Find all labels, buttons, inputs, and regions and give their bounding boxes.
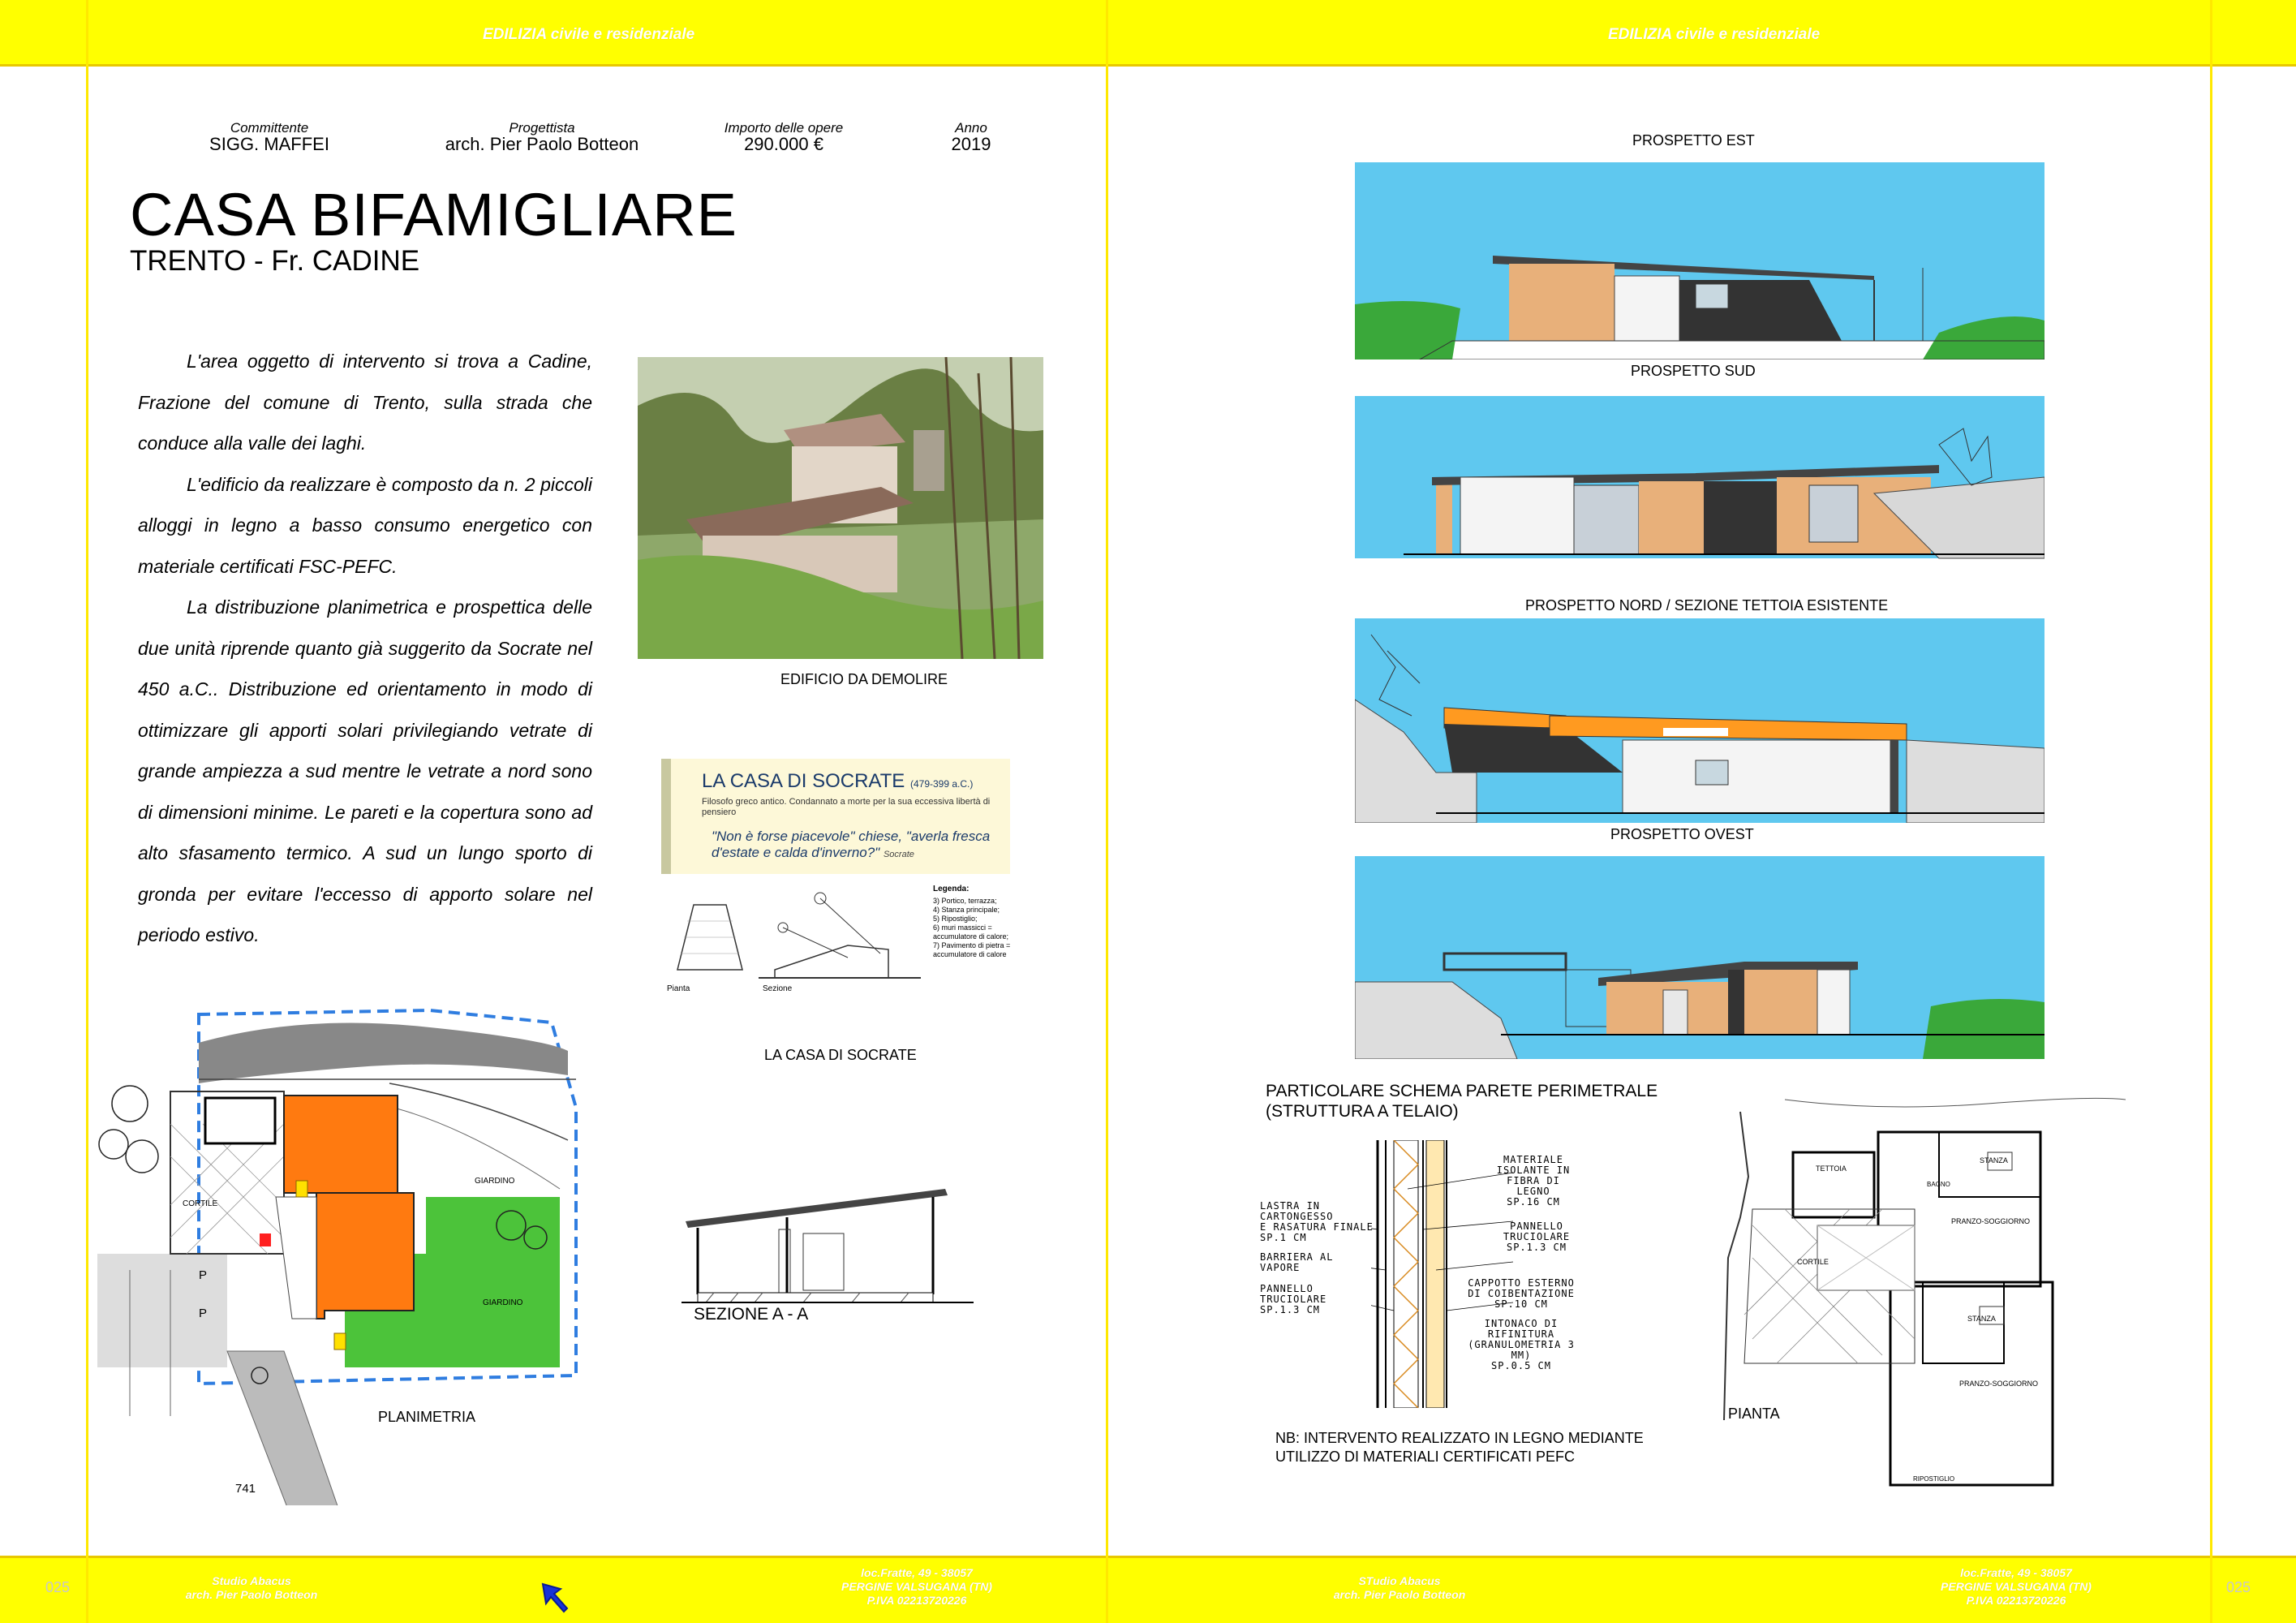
importo-value: 290.000 € — [744, 134, 823, 154]
legend-item: 6) muri massicci = accumulatore di calore; — [933, 923, 1009, 941]
wall-label-line: MATERIALE — [1503, 1154, 1564, 1165]
wall-label-barriera — [1260, 1252, 1333, 1273]
lot-number: 741 — [235, 1482, 256, 1496]
wall-label-line: SP.0.5 CM — [1490, 1360, 1552, 1371]
wall-label-line: CARTONGESSO — [1260, 1211, 1334, 1222]
footer-address-city: PERGINE VALSUGANA (TN) — [841, 1580, 992, 1593]
wall-label-line: PANNELLO — [1260, 1283, 1314, 1294]
site-plan-drawing — [97, 994, 617, 1505]
wall-label-line: TRUCIOLARE — [1260, 1294, 1327, 1305]
description-paragraph: L'edificio da realizzare è composto da n. 2 piccoli alloggi in legno a basso consumo energetico con materiale certificati FSC-PEFC. — [138, 473, 592, 577]
wall-label-intonaco — [1460, 1319, 1582, 1371]
elevation-est-drawing — [1355, 162, 2044, 359]
footer-studio-name: Studio Abacus — [212, 1574, 291, 1587]
socrate-sezione-label: Sezione — [763, 984, 793, 993]
floor-plan-drawing — [1720, 1096, 2126, 1501]
description-paragraph: L'area oggetto di intervento si trova a Cadine, Frazione del comune di Trento, sulla strada che conduce alla valle dei laghi. — [138, 351, 592, 454]
description-text — [138, 341, 592, 956]
wall-label-line: DI COIBENTAZIONE — [1468, 1288, 1575, 1299]
cursor-arrow-icon — [540, 1581, 570, 1613]
elevation-sud-drawing — [1355, 396, 2044, 575]
wall-label-line: INTONACO DI — [1484, 1318, 1559, 1329]
wall-label-truciolare-int — [1260, 1284, 1326, 1315]
page-number-right: 025 — [2226, 1579, 2251, 1595]
margin-line-center — [1106, 0, 1108, 1623]
footer-address-vat: P.IVA 02213720226 — [866, 1594, 967, 1607]
header-right-text: EDILIZIA civile e residenziale — [1608, 26, 1821, 43]
footer-studio-name: STudio Abacus — [1358, 1574, 1441, 1587]
footer-studio-architect: arch. Pier Paolo Botteon — [1333, 1588, 1466, 1601]
section-aa-drawing — [681, 1173, 974, 1311]
socrate-quote-text: "Non è forse piacevole" chiese, "averla fresca d'estate e calda d'inverno?" — [712, 829, 991, 860]
wall-label-line: ISOLANTE IN — [1496, 1165, 1571, 1176]
committente-label: Committente — [230, 120, 309, 136]
footer-address-right — [1919, 1566, 2113, 1608]
wall-label-line: PANNELLO — [1510, 1220, 1563, 1232]
wall-label-line: SP.16 CM — [1507, 1196, 1560, 1208]
wall-label-line: LASTRA IN — [1260, 1200, 1321, 1212]
footer-address-street: loc.Fratte, 49 - 38057 — [861, 1566, 973, 1579]
wall-label-line: TRUCIOLARE — [1503, 1231, 1571, 1242]
pianta-label-stanza: STANZA — [1967, 1315, 1996, 1323]
wall-label-line: SP.1.3 CM — [1260, 1304, 1321, 1315]
header-band — [0, 0, 2296, 67]
pianta-label-tettoia: TETTOIA — [1816, 1165, 1847, 1173]
wall-label-line: (GRANULOMETRIA 3 — [1468, 1339, 1575, 1350]
wall-label-line: BARRIERA AL — [1260, 1251, 1334, 1263]
footer-studio-left — [154, 1574, 349, 1602]
wall-label-line: CAPPOTTO ESTERNO — [1468, 1277, 1575, 1289]
wall-label-line: SP.1 CM — [1260, 1232, 1307, 1243]
socrate-description: Filosofo greco antico. Condannato a morte per la sua eccessiva libertà di pensiero — [702, 797, 991, 817]
elevation-nord-drawing — [1355, 618, 2044, 823]
anno-label: Anno — [955, 120, 987, 136]
margin-line-right — [2210, 0, 2212, 1623]
pianta-label-bagno: BAGNO — [1927, 1181, 1950, 1188]
caption-casa-socrate: LA CASA DI SOCRATE — [764, 1047, 917, 1063]
wall-label-line: LEGNO — [1516, 1186, 1550, 1197]
wall-label-line: VAPORE — [1260, 1262, 1301, 1273]
pianta-label-stanza: STANZA — [1980, 1156, 2008, 1165]
caption-planimetria: PLANIMETRIA — [378, 1409, 476, 1425]
wall-label-cartongesso — [1260, 1201, 1374, 1243]
socrate-legend — [933, 885, 1022, 959]
legend-item: 7) Pavimento di pietra = accumulatore di calore — [933, 941, 1011, 958]
socrate-author: Socrate — [883, 850, 914, 859]
wall-label-line: RIFINITURA — [1487, 1328, 1555, 1340]
caption-sezione-aa: SEZIONE A - A — [694, 1305, 809, 1324]
progettista-value: arch. Pier Paolo Botteon — [445, 134, 639, 154]
plan-label-parking: P — [199, 1268, 208, 1282]
description-paragraph: La distribuzione planimetrica e prospettica delle due unità riprende quanto già suggerito da Socrate nel 450 a.C.. Distribuzione ed orientamento in modo di ottimizzare gli apporti solari privilegiando vetrate di grande ampiezza a sud mentre le vetrate a nord sono di dimensioni minime. Le pareti e la copertura sono ad alto sfasamento termico. A sud un lungo sporto di gronda per evitare l'eccesso di apporto solare nel periodo estivo. — [138, 596, 592, 945]
caption-particolare-1: PARTICOLARE SCHEMA PARETE PERIMETRALE — [1266, 1082, 1658, 1100]
progettista-label: Progettista — [509, 120, 575, 136]
pianta-label-cortile: CORTILE — [1797, 1258, 1829, 1266]
wall-label-truciolare-ext — [1491, 1221, 1582, 1253]
committente-value: SIGG. MAFFEI — [209, 134, 329, 154]
footer-studio-right — [1302, 1574, 1497, 1602]
caption-prospetto-ovest: PROSPETTO OVEST — [1610, 826, 1754, 842]
caption-particolare-2: (STRUTTURA A TELAIO) — [1266, 1102, 1459, 1121]
nb-note-line-2: UTILIZZO DI MATERIALI CERTIFICATI PEFC — [1275, 1449, 1576, 1465]
legend-item: 5) Ripostiglio; — [933, 915, 978, 923]
caption-prospetto-nord: PROSPETTO NORD / SEZIONE TETTOIA ESISTENTE — [1525, 597, 1889, 613]
importo-label: Importo delle opere — [724, 120, 844, 136]
legend-title: Legenda: — [933, 885, 970, 893]
socrate-pianta-label: Pianta — [667, 984, 690, 993]
page-title: CASA BIFAMIGLIARE — [130, 181, 738, 248]
elevation-ovest-drawing — [1355, 856, 2044, 1059]
wall-label-line: SP.10 CM — [1494, 1298, 1548, 1310]
caption-prospetto-est: PROSPETTO EST — [1632, 132, 1755, 149]
header-left-text: EDILIZIA civile e residenziale — [483, 26, 695, 43]
anno-value: 2019 — [951, 134, 991, 154]
legend-item: 3) Portico, terrazza; — [933, 897, 997, 905]
nb-note-line-1: NB: INTERVENTO REALIZZATO IN LEGNO MEDIANTE — [1275, 1430, 1644, 1446]
wall-label-isolante — [1485, 1155, 1582, 1208]
pianta-label-pranzo: PRANZO-SOGGIORNO — [1951, 1217, 2031, 1225]
footer-address-vat: P.IVA 02213720226 — [1966, 1594, 2066, 1607]
page-number-left: 025 — [45, 1579, 71, 1595]
plan-label-parking: P — [199, 1307, 208, 1320]
caption-pianta: PIANTA — [1728, 1406, 1780, 1422]
plan-label-giardino: GIARDINO — [483, 1298, 523, 1307]
footer-studio-architect: arch. Pier Paolo Botteon — [185, 1588, 318, 1601]
socrate-quote-box — [661, 759, 1010, 874]
wall-label-line: SP.1.3 CM — [1506, 1242, 1567, 1253]
socrate-quote — [712, 829, 1004, 863]
footer-address-left — [819, 1566, 1014, 1608]
footer-address-city: PERGINE VALSUGANA (TN) — [1941, 1580, 2092, 1593]
socrate-title — [702, 770, 973, 793]
page-subtitle: TRENTO - Fr. CADINE — [130, 245, 420, 277]
existing-building-photo — [638, 357, 1043, 659]
pianta-label-ripostiglio: RIPOSTIGLIO — [1913, 1475, 1955, 1483]
caption-edificio-demolire: EDIFICIO DA DEMOLIRE — [780, 671, 948, 687]
caption-prospetto-sud: PROSPETTO SUD — [1631, 363, 1756, 379]
pianta-label-pranzo: PRANZO-SOGGIORNO — [1959, 1380, 2039, 1388]
socrate-box-bar — [661, 759, 671, 874]
socrate-title-text: LA CASA DI SOCRATE — [702, 770, 905, 792]
socrate-house-diagram — [661, 880, 929, 998]
legend-item: 4) Stanza principale; — [933, 906, 1000, 914]
wall-label-line: MM) — [1511, 1350, 1532, 1361]
wall-label-line: E RASATURA FINALE — [1260, 1221, 1374, 1233]
footer-address-street: loc.Fratte, 49 - 38057 — [1960, 1566, 2072, 1579]
socrate-dates: (479-399 a.C.) — [909, 778, 974, 790]
plan-label-giardino: GIARDINO — [475, 1177, 515, 1186]
wall-label-cappotto — [1460, 1278, 1582, 1310]
wall-label-line: FIBRA DI — [1507, 1175, 1560, 1186]
margin-line-left — [86, 0, 88, 1623]
plan-label-cortile: CORTILE — [183, 1199, 218, 1208]
